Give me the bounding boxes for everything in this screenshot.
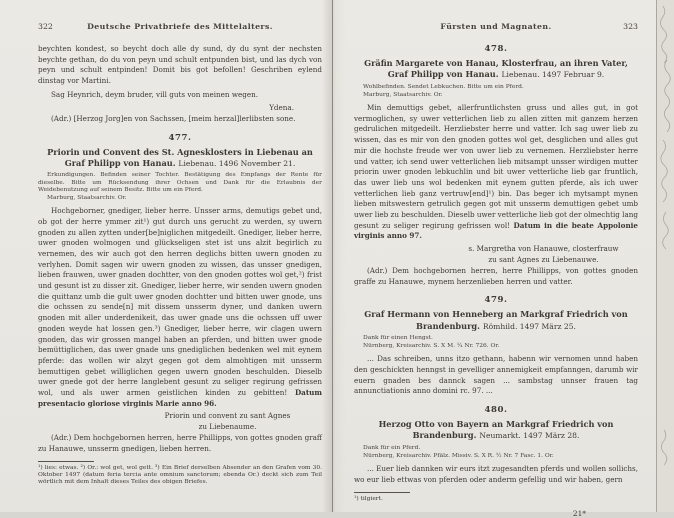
letter-480-heading xyxy=(354,419,638,442)
handwriting-marks-icon xyxy=(657,0,674,512)
letter-478-signature-line1: s. Margretha von Hanauwe, closterfrauw xyxy=(468,244,619,254)
letter-479-archive: Nürnberg, Kreisarchiv. S. X M. ¼ Nr. 726. Or. xyxy=(363,343,500,350)
left-footnotes: ¹) lies: etwas. ²) Or.: wol get, wol gett. ³) Ein Brief derselben Absender an den Grafen vom 30. Oktober 1497 (datum feria tercia ante omnium sanctorum; ebenda Or.) deckt sich zum Teil wörtlich mit dem Inhalt dieses Teiles des obigen Briefes. xyxy=(38,464,322,486)
right-footnote: ¹) tilgiert. xyxy=(354,495,383,502)
letter-479-body: ... Das schreiben, unns itzo gethann, habenn wir vernomen unnd haben den geschickten henngst in gevelliger annemigkeit empfanngen, darumb wir euern gnaden bes dannck sagen ... sambstag unnser frauen tag annunctiationis anno domini rc. 97. ... xyxy=(354,354,638,396)
letter-477-body-text: Hochgeborner, gnediger, lieber herre. Unsser arms, demutigs gebet und, ob got der herre ymmer zit¹) gut durch uns gerucht zu werden, sy uwern gnoden zu allen zytten under[be]niglichen mitgedeilt. Gnediger, lieber herre, uwer gnoden wolmogen und glückseligen stet ist uns alzit begirlich zu vernemen, des wir auch got den herren deglichs bitten uwern gnoden zu verlyhen. Domit sagen wir uwern gnoden zu wissen, das unsser gnedigen, lieben frauwen, uwer gnaden dochtter, von den gnoden gottes wol get,²) frist und gesunt ist zu disser zit. Gnediger, lieber herre, wir senden uwern gnoden die quittanz umb die gult uwer gnoden dochtter und bitten uwer gnode, uns die ochssen zu sende[n] mit dissem unsserm dyner, und danken uwern gnoden mit aller underdenikeit, das uwer gnade uns die ochssen uff uwer gnoden weyde hat lossen gen.³) Gnediger, lieber herre, wir clagen uwern gnoden, das wir grossen mangel haben an pferden, und bitten uwer gnode bemüttiglichen, das uwer gnade uns gnediglichen bedenken wel mit eynem pferde: das wollen wir alzyt gegen got dem almohtigen mit unsserm bemuttigen gebet williglichen gegen uwern gnoden beschulden. Dieselb uwer gnede got der herre langlebent gesunt zu seliger regirung gefrissen wol, und als uwer armen geistlichen kinden zu gebitten! xyxy=(38,206,322,398)
letter-477-body xyxy=(38,206,322,409)
left-page xyxy=(0,0,330,487)
letter-476-address: (Adr.) [Herzog Jorg]en von Sachssen, [meim herzal]lerlibsten sone. xyxy=(51,114,296,124)
page-gutter-line xyxy=(332,0,333,512)
letter-477-archive: Marburg, Staatsarchiv. Or. xyxy=(47,194,127,201)
right-footnote-rule xyxy=(354,492,410,493)
letter-477-address: (Adr.) Dem hochgebornen herren, herre Phillipps, von gottes gnoden graff zu Hanauwe, unsserm gnedigen, lieben herren. xyxy=(38,433,322,453)
letter-478-heading xyxy=(354,58,638,81)
letter-477-signature-line2: zu Liebenaume. xyxy=(198,421,257,431)
page-gutter-shadow xyxy=(322,0,346,512)
letter-480-body: ... Euer lieb dannken wir eurs itzt zugesandten pferds und wollen sollichs, wo eur lieb ettwas von pferden oder anderm gefellig und wir haben, gern xyxy=(354,464,638,484)
letter-478-signature-line2: zu sant Agnes zu Liebenauwe. xyxy=(488,254,599,264)
letter-476-signature: Ydena. xyxy=(269,102,294,112)
letter-477-heading xyxy=(38,147,322,170)
letter-479-heading xyxy=(354,309,638,332)
book-edge-strip xyxy=(656,0,674,512)
left-page-header xyxy=(38,22,322,31)
signature-mark: 21* xyxy=(572,508,586,518)
letter-479-place-date: Römhild. 1497 März 25. xyxy=(482,321,576,331)
letter-478-place-date: Liebenau. 1497 Februar 9. xyxy=(501,70,605,80)
letter-478-body-text: Min demuttigs gebet, allerfruntlichsten gruss und alles gut, in got vermoglichen, sy uwer vetterlichen lieb zu allen zitten mit ganzem herzen gedrulichen mitgedeilt. Herzliebster herre und vatter. Ich sag uwer lieb zu wissen, das es mir von den gnoden gottes wol get, desglichen und alles gut mir die hochste freude wer von uwer lieb zu vernemen. Herzliebster herre und vatter, ich send uwer vetterlichen lieb mitsampt unsser wirdigen mutter priorin uwer gnoden lebkuchlin und bit uwer vetterliche lieb gar fruntlich, das uwer lieb uns wol bedenken mit eynem gutten pferde, als ich uwer vetterlichen lieb ganz vertruw[end]¹) bin. Das beger ich mytsampt mynen lieben mitswestern getrulich gegen got mit unsserm demuttigen gebet umb uwer lieb zu beschulden. Dieselb uwer vetterliche lieb got der olmechtig lang gesunt zu seliger regirung gefrissen wol! xyxy=(354,103,638,230)
letter-477-place-date: Liebenau. 1496 November 21. xyxy=(178,159,296,169)
letter-478-body xyxy=(354,103,638,242)
letter-478-number: 478. xyxy=(484,44,508,54)
right-page xyxy=(344,0,655,518)
letter-479-number: 479. xyxy=(484,295,508,306)
letter-480-summary: Dank für ein Pferd. xyxy=(363,444,421,451)
letter-480-archive: Nürnberg, Kreisarchiv. Pfälz. Missiv. S. X R. ½ Nr. 7 Fasc. 1. Or. xyxy=(363,452,554,459)
letter-480-number: 480. xyxy=(484,405,508,416)
letter-478-archive: Marburg, Staatsarchiv. Or. xyxy=(363,91,443,98)
letter-477-title: Priorin und Convent des St. Agnesklosters in Liebenau an Graf Philipp von Hanau. xyxy=(47,146,313,169)
letter-479-summary: Dank für einen Hengst. xyxy=(363,334,433,341)
right-running-head: Fürsten und Magnaten. xyxy=(440,22,552,31)
letter-477-signature-line1: Priorin und convent zu sant Agnes xyxy=(164,411,291,421)
right-page-header xyxy=(354,22,638,31)
letter-477-number: 477. xyxy=(168,132,192,143)
letter-478-datum: Datum in die beate Appolonie virginis anno 97. xyxy=(354,220,638,241)
letter-477-datum: Datum presentacio gloriose virginis Marie anno 96. xyxy=(38,388,322,408)
letter-478-signature xyxy=(354,244,638,265)
letter-479-title: Graf Hermann von Henneberg an Markgraf Friedrich von Brandenburg. xyxy=(364,309,628,331)
letter-478-summary: Wohlbefinden. Sendet Lebkuchen. Bitte um ein Pferd. xyxy=(363,83,524,90)
letter-477-summary: Erkundigungen. Befinden seiner Tochter. Bestätigung des Empfangs der Rente für dieselbe. Bitte um Rücksendung ihrer Ochsen und Dank für die Erlaubnis der Weidebenutzung auf seinem Besitz. Bitte um ein Pferd. xyxy=(38,172,322,193)
letter-476-body-continuation: beychten kondest, so beycht doch alle dy sund, dy du synt der nechsten beychte gethan, do du von peyn und schult entpunden bist, und las dych von peyn und schult entpinden! Domit bis got befollen! Geschriben eylend dinstag vor Martini. xyxy=(38,44,322,86)
letter-480-place-date: Neumarkt. 1497 März 28. xyxy=(479,431,580,441)
right-page-number: 323 xyxy=(623,22,638,31)
left-page-number: 322 xyxy=(38,22,53,31)
letter-476-postscript: Sag Heynrich, deym bruder, vill guts von meinen wegen. xyxy=(51,89,258,99)
letter-480-title: Herzog Otto von Bayern an Markgraf Friedrich von Brandenburg. xyxy=(378,419,614,441)
left-footnote-rule xyxy=(38,461,94,462)
letter-477-signature xyxy=(38,411,322,432)
letter-478-title: Gräfin Margarete von Hanau, Klosterfrau, an ihren Vater, Graf Philipp von Hanau. xyxy=(364,58,628,80)
letter-478-address: (Adr.) Dem hochgebornen herren, herre Phillipps, von gottes gnoden graffe zu Hanauwe, mynem herzenlieben herren und vatter. xyxy=(354,265,638,286)
left-running-head: Deutsche Privatbriefe des Mittelalters. xyxy=(87,22,273,31)
